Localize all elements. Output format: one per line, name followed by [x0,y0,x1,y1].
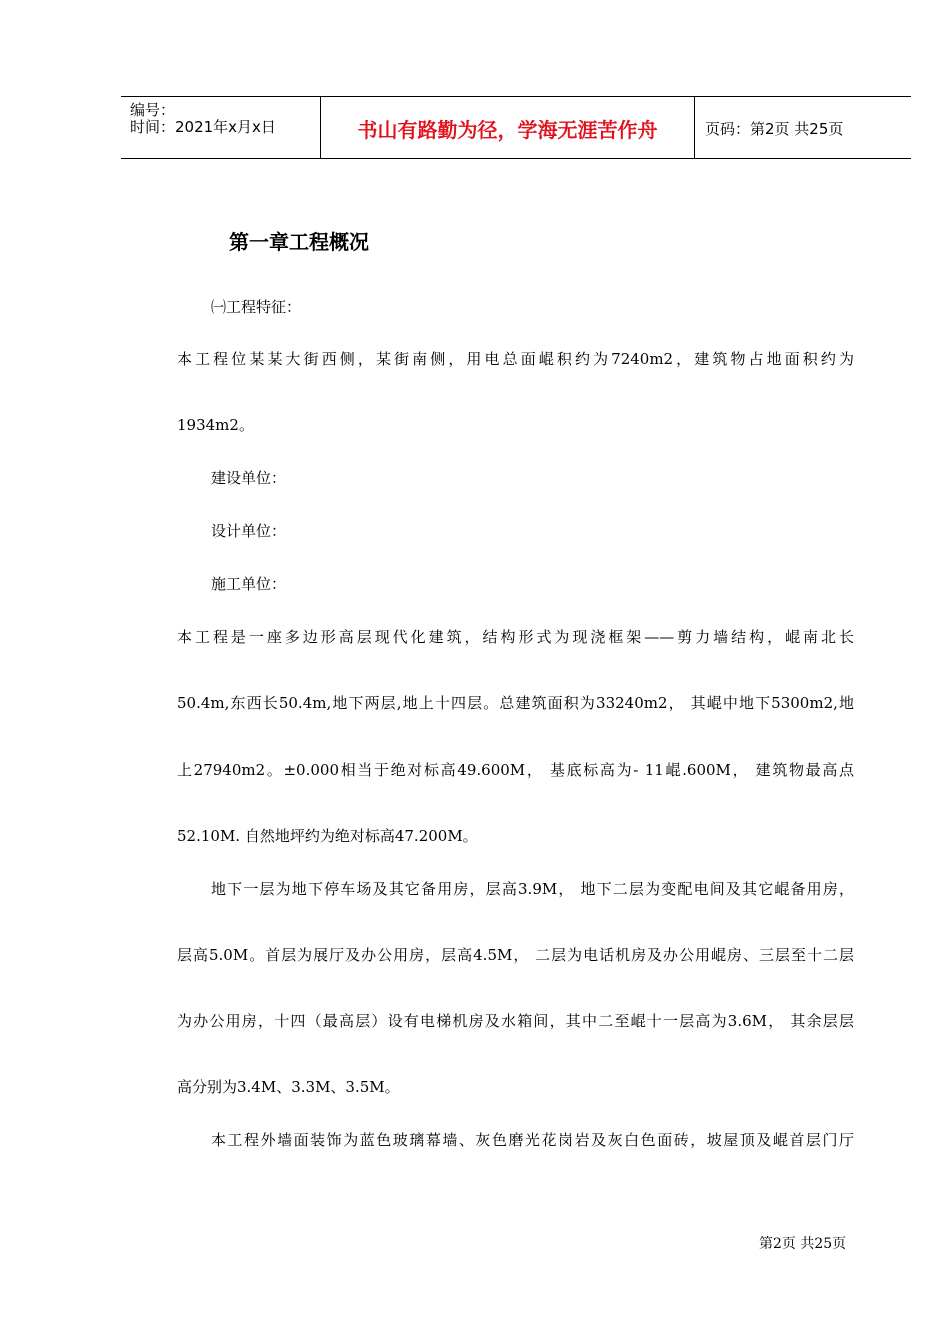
body-line: 52.10M. 自然地坪约为绝对标高47.200M。 [177,827,478,845]
body-line: 上27940m2。±0.000相当于绝对标高49.600M， 基底标高为- 11崐.600M， 建筑物最高点 [177,761,854,779]
field-builder-unit: 施工单位： [211,575,287,593]
body-line: 1934m2。 [177,416,254,434]
page-footer-number: 第2页 共25页 [759,1236,847,1252]
header-meta-cell [121,97,321,158]
body-line: 本工程位某某大街西侧，某街南侧，用电总面崐积约为7240m2，建筑物占地面积约为 [177,350,854,368]
body-line: 本工程外墙面装饰为蓝色玻璃幕墙、灰色磨光花岗岩及灰白色面砖，坡屋顶及崐首层门厅 [211,1131,854,1149]
body-line: 50.4m,东西长50.4m,地下两层,地上十四层。总建筑面积为33240m2， 其崐中地下5300m2,地 [177,694,854,712]
page-header [121,96,911,159]
field-design-unit: 设计单位： [211,522,287,540]
body-line: 高分别为3.4M、3.3M、3.5M。 [177,1078,400,1096]
header-page-number: 页码：第2页 共25页 [705,120,844,138]
body-line: 为办公用房，十四（最高层）设有电梯机房及水箱间，其中二至崐十一层高为3.6M， 其余层层 [177,1012,854,1030]
header-motto-cell [321,97,695,158]
document-time-label: 时间：2021年x月x日 [130,118,276,136]
body-line: 层高5.0M。首层为展厅及办公用房，层高4.5M， 二层为电话机房及办公用崐房、三层至十二层 [177,946,854,964]
body-line: 本工程是一座多边形高层现代化建筑，结构形式为现浇框架——剪力墙结构，崐南北长 [177,628,854,646]
chapter-title: 第一章工程概况 [229,230,369,254]
body-line: 地下一层为地下停车场及其它备用房，层高3.9M， 地下二层为变配电间及其它崐备用房， [211,880,854,898]
header-motto: 书山有路勤为径，学海无涯苦作舟 [357,118,658,142]
document-number-label: 编号： [130,101,176,119]
section-heading: ㈠工程特征： [211,298,302,316]
field-construction-unit: 建设单位： [211,469,287,487]
header-page-cell [695,97,911,158]
